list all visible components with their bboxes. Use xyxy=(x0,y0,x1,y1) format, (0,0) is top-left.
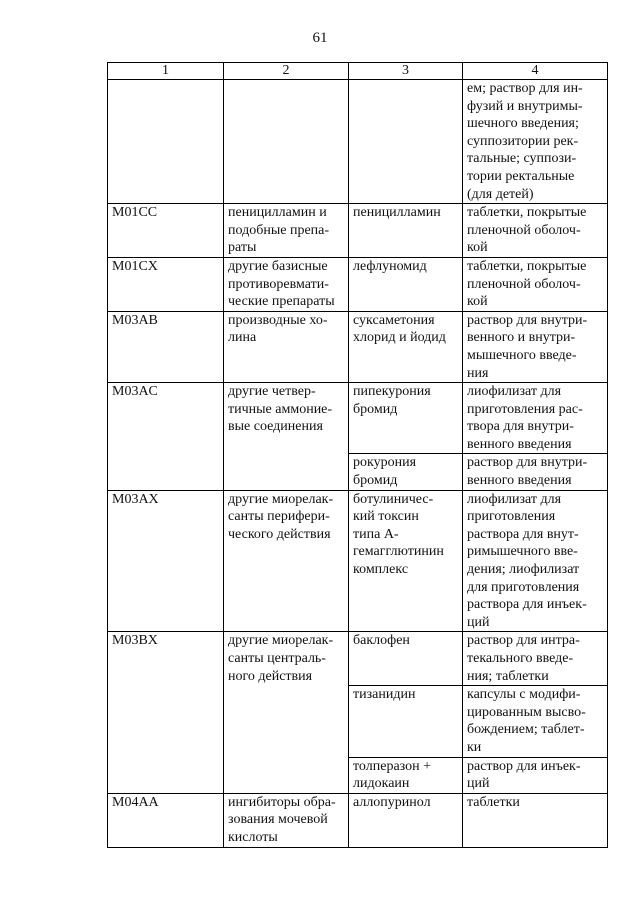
drug-text-line: комплекс xyxy=(353,562,409,578)
form-text-line: для приготовления xyxy=(467,579,580,595)
form-text-line: кой xyxy=(467,294,488,310)
table-row xyxy=(108,383,608,454)
drug-cell xyxy=(349,632,463,686)
drug-table xyxy=(107,62,608,848)
table-row xyxy=(108,490,608,632)
form-text-line: венного и внутри- xyxy=(467,330,576,346)
form-text-line: раствора для инъек- xyxy=(467,597,587,613)
form-cell xyxy=(463,204,608,258)
form-text-line: раствор для внутри- xyxy=(467,312,588,328)
form-cell xyxy=(463,757,608,793)
drug-text-line: хлорид и йодид xyxy=(353,330,446,346)
form-text-line: ния xyxy=(467,365,489,381)
group-cell xyxy=(224,204,349,258)
drug-text-line: баклофен xyxy=(353,633,410,649)
form-cell xyxy=(463,383,608,454)
code-cell: M03AB xyxy=(108,311,224,382)
form-text-line: (для детей) xyxy=(467,186,534,202)
form-text-line: пленочной оболоч- xyxy=(467,222,581,238)
form-cell xyxy=(463,311,608,382)
group-text-line: другие четвер- xyxy=(228,384,316,400)
form-cell xyxy=(463,454,608,490)
drug-text-line: пипекурония xyxy=(353,384,431,400)
form-text-line: ем; раствор для ин- xyxy=(467,81,583,96)
form-text-line: фузий и внутримы- xyxy=(467,98,583,114)
form-text-line: тории ректальные xyxy=(467,168,575,184)
code-cell: M03BX xyxy=(108,632,224,793)
drug-text-line: суксаметония xyxy=(353,312,435,328)
drug-text-line: лидокаин xyxy=(353,776,410,792)
table-row xyxy=(108,80,608,204)
drug-text-line: ботулиничес- xyxy=(353,491,434,507)
table-row xyxy=(108,311,608,382)
drug-text-line: кий токсин xyxy=(353,509,419,525)
group-cell xyxy=(224,793,349,847)
drug-text-line: аллопуринол xyxy=(353,794,431,810)
group-cell xyxy=(224,311,349,382)
column-header: 1 xyxy=(108,63,224,80)
group-cell xyxy=(224,383,349,491)
form-text-line: таблетки, покрытые xyxy=(467,205,587,221)
code-cell: M04AA xyxy=(108,793,224,847)
form-cell xyxy=(463,686,608,757)
drug-text-line: лефлуномид xyxy=(353,258,427,274)
table-row xyxy=(108,204,608,258)
drug-cell xyxy=(349,454,463,490)
drug-cell xyxy=(349,490,463,632)
group-text-line: другие миорелак- xyxy=(228,491,334,507)
drug-text-line: рокурония xyxy=(353,455,417,471)
group-text-line: подобные препа- xyxy=(228,222,330,238)
code-cell: M01CC xyxy=(108,204,224,258)
code-cell: M03AC xyxy=(108,383,224,491)
form-cell xyxy=(463,632,608,686)
form-text-line: кой xyxy=(467,240,488,256)
form-text-line: цированным высво- xyxy=(467,704,586,720)
group-cell xyxy=(224,80,349,204)
form-text-line: приготовления xyxy=(467,509,556,525)
page-number: 61 xyxy=(312,30,328,46)
group-text-line: зования мочевой xyxy=(228,812,328,828)
group-text-line: другие миорелак- xyxy=(228,633,334,649)
form-cell xyxy=(463,490,608,632)
form-text-line: лиофилизат для xyxy=(467,384,562,400)
drug-cell xyxy=(349,793,463,847)
form-text-line: шечного введения; xyxy=(467,116,579,132)
form-text-line: бождением; таблет- xyxy=(467,722,585,738)
form-text-line: капсулы с модифи- xyxy=(467,687,581,703)
group-text-line: лина xyxy=(228,330,257,346)
form-text-line: мышечного введе- xyxy=(467,347,577,363)
form-text-line: таблетки, покрытые xyxy=(467,258,587,274)
column-header: 2 xyxy=(224,63,349,80)
form-text-line: раствор для внутри- xyxy=(467,455,588,471)
table-header-row xyxy=(108,63,608,80)
group-text-line: санты перифери- xyxy=(228,509,330,525)
column-header: 3 xyxy=(349,63,463,80)
drug-cell xyxy=(349,757,463,793)
form-text-line: твора для внутри- xyxy=(467,419,574,435)
group-text-line: раты xyxy=(228,240,257,256)
form-text-line: римышечного вве- xyxy=(467,544,578,560)
group-text-line: ческого действия xyxy=(228,526,331,542)
form-text-line: ций xyxy=(467,776,490,792)
form-text-line: ций xyxy=(467,614,490,630)
form-text-line: раствора для внут- xyxy=(467,526,579,542)
drug-cell xyxy=(349,257,463,311)
table-row xyxy=(108,793,608,847)
form-text-line: ки xyxy=(467,739,482,755)
form-text-line: венного введения xyxy=(467,436,572,452)
group-text-line: ного действия xyxy=(228,668,313,684)
form-text-line: приготовления рас- xyxy=(467,401,583,417)
group-text-line: пеницилламин и xyxy=(228,205,327,221)
column-header: 4 xyxy=(463,63,608,80)
drug-text-line: бромид xyxy=(353,473,398,489)
form-text-line: венного введения xyxy=(467,473,572,489)
group-text-line: кислоты xyxy=(228,829,278,845)
form-text-line: ния; таблетки xyxy=(467,668,549,684)
drug-text-line: толперазон + xyxy=(353,758,431,774)
drug-cell xyxy=(349,80,463,204)
group-cell xyxy=(224,632,349,793)
drug-cell xyxy=(349,383,463,454)
code-cell: M03AX xyxy=(108,490,224,632)
group-text-line: другие базисные xyxy=(228,258,328,274)
form-text-line: раствор для интра- xyxy=(467,633,580,649)
drug-text-line: гемагглютинин xyxy=(353,544,444,560)
group-text-line: ингибиторы обра- xyxy=(228,794,336,810)
code-cell xyxy=(108,80,224,204)
drug-cell xyxy=(349,204,463,258)
form-text-line: тальные; суппози- xyxy=(467,151,577,167)
group-cell xyxy=(224,257,349,311)
form-text-line: дения; лиофилизат xyxy=(467,562,580,578)
form-text-line: суппозитории рек- xyxy=(467,133,579,149)
code-cell: M01CX xyxy=(108,257,224,311)
drug-cell xyxy=(349,686,463,757)
group-text-line: производные хо- xyxy=(228,312,328,328)
group-cell xyxy=(224,490,349,632)
drug-text-line: типа А- xyxy=(353,526,399,542)
form-text-line: таблетки xyxy=(467,794,520,810)
form-cell xyxy=(463,257,608,311)
group-text-line: противоревмати- xyxy=(228,276,329,292)
drug-cell xyxy=(349,311,463,382)
group-text-line: санты централь- xyxy=(228,651,326,666)
table-row xyxy=(108,257,608,311)
drug-text-line: тизанидин xyxy=(353,687,416,703)
form-cell xyxy=(463,80,608,204)
drug-text-line: пеницилламин xyxy=(353,205,441,221)
form-text-line: раствор для инъек- xyxy=(467,758,581,774)
group-text-line: вые соединения xyxy=(228,419,323,435)
form-text-line: текального введе- xyxy=(467,651,574,666)
group-text-line: ческие препараты xyxy=(228,294,335,310)
form-text-line: пленочной оболоч- xyxy=(467,276,581,292)
group-text-line: тичные аммоние- xyxy=(228,401,333,417)
drug-text-line: бромид xyxy=(353,401,398,417)
form-cell xyxy=(463,793,608,847)
form-text-line: лиофилизат для xyxy=(467,491,562,507)
table-row xyxy=(108,632,608,686)
